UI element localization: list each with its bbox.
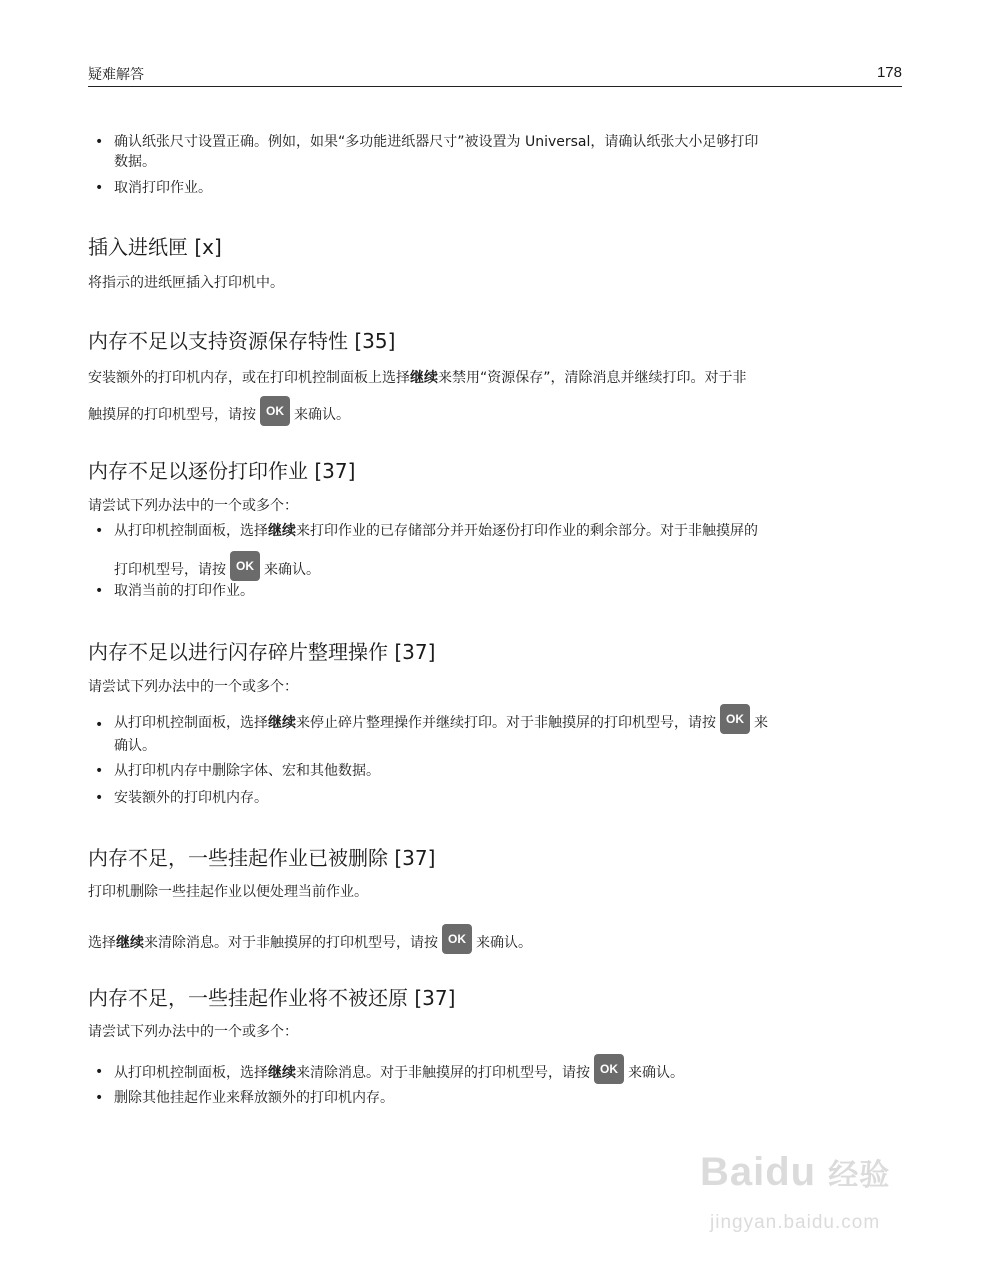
ok-button-icon: OK	[260, 396, 290, 426]
text-run: 来确认。	[294, 407, 350, 423]
text-run: 来确认。	[476, 935, 532, 951]
bullet-dot: •	[95, 180, 104, 196]
ok-button-icon: OK	[720, 704, 750, 734]
section-heading: 内存不足以进行闪存碎片整理操作 [37]	[88, 640, 436, 664]
ok-button-icon: OK	[230, 551, 260, 581]
continue-keyword: 继续	[268, 715, 296, 731]
baidu-watermark	[700, 1150, 930, 1260]
text-run: 从打印机控制面板，选择	[114, 523, 268, 539]
watermark-logo-text: Baidu	[700, 1150, 817, 1194]
text-run: 来禁用“资源保存”，清除消息并继续打印。对于非	[438, 370, 747, 386]
continue-keyword: 继续	[268, 1065, 296, 1081]
text-run: 从打印机控制面板，选择	[114, 1065, 268, 1081]
paragraph: 请尝试下列办法中的一个或多个：	[88, 498, 298, 514]
list-item-continued: 确认。	[114, 738, 156, 754]
text-run: 来	[754, 715, 768, 731]
bullet-dot: •	[95, 1090, 104, 1106]
page-number: 178	[876, 64, 902, 81]
section-heading: 插入进纸匣 [x]	[88, 235, 222, 259]
text-run: 触摸屏的打印机型号，请按	[88, 407, 256, 423]
paragraph	[88, 368, 902, 388]
watermark-logo-cn: 经验	[828, 1159, 891, 1192]
list-item	[114, 521, 902, 541]
text-run: 来确认。	[264, 562, 320, 578]
section-title: 疑难解答	[88, 67, 144, 83]
paragraph: 将指示的进纸匣插入打印机中。	[88, 275, 284, 291]
section-heading: 内存不足，一些挂起作业将不被还原 [37]	[88, 986, 456, 1010]
page-header	[88, 64, 902, 87]
bullet-dot: •	[95, 790, 104, 806]
text-run: 来清除消息。对于非触摸屏的打印机型号，请按	[144, 935, 438, 951]
list-item: 确认纸张尺寸设置正确。例如，如果“多功能进纸器尺寸”被设置为 Universal，请确认纸张大小足够打印	[114, 134, 759, 150]
list-item: 删除其他挂起作业来释放额外的打印机内存。	[114, 1090, 394, 1106]
bullet-dot: •	[95, 763, 104, 779]
bullet-dot: •	[95, 717, 104, 733]
list-item	[114, 1058, 902, 1088]
list-item-continued: 数据。	[114, 154, 156, 170]
continue-keyword: 继续	[116, 935, 144, 951]
list-item: 安装额外的打印机内存。	[114, 790, 268, 806]
text-run: 打印机型号，请按	[114, 562, 226, 578]
text-run: 来停止碎片整理操作并继续打印。对于非触摸屏的打印机型号，请按	[296, 715, 716, 731]
paragraph: 请尝试下列办法中的一个或多个：	[88, 1024, 298, 1040]
section-heading: 内存不足以支持资源保存特性 [35]	[88, 329, 396, 353]
continue-keyword: 继续	[268, 523, 296, 539]
paragraph-line	[88, 400, 902, 430]
section-heading: 内存不足以逐份打印作业 [37]	[88, 459, 356, 483]
watermark-url: jingyan.baidu.com	[710, 1212, 881, 1233]
bullet-dot: •	[95, 1064, 104, 1080]
text-run: 来清除消息。对于非触摸屏的打印机型号，请按	[296, 1065, 590, 1081]
text-run: 安装额外的打印机内存，或在打印机控制面板上选择	[88, 370, 410, 386]
watermark-logo	[700, 1150, 890, 1195]
list-item: 从打印机内存中删除字体、宏和其他数据。	[114, 763, 380, 779]
bullet-dot: •	[95, 134, 104, 150]
text-run: 来打印作业的已存储部分并开始逐份打印作业的剩余部分。对于非触摸屏的	[296, 523, 758, 539]
list-item: 取消当前的打印作业。	[114, 583, 254, 599]
text-run: 来确认。	[628, 1065, 684, 1081]
ok-button-icon: OK	[442, 924, 472, 954]
text-run: 从打印机控制面板，选择	[114, 715, 268, 731]
paragraph: 打印机删除一些挂起作业以便处理当前作业。	[88, 884, 368, 900]
bullet-dot: •	[95, 523, 104, 539]
paragraph: 请尝试下列办法中的一个或多个：	[88, 679, 298, 695]
text-run: 选择	[88, 935, 116, 951]
paragraph	[88, 928, 902, 958]
list-item: 取消打印作业。	[114, 180, 212, 196]
continue-keyword: 继续	[410, 370, 438, 386]
list-item	[114, 708, 902, 738]
bullet-dot: •	[95, 583, 104, 599]
ok-button-icon: OK	[594, 1054, 624, 1084]
section-heading: 内存不足，一些挂起作业已被删除 [37]	[88, 846, 436, 870]
